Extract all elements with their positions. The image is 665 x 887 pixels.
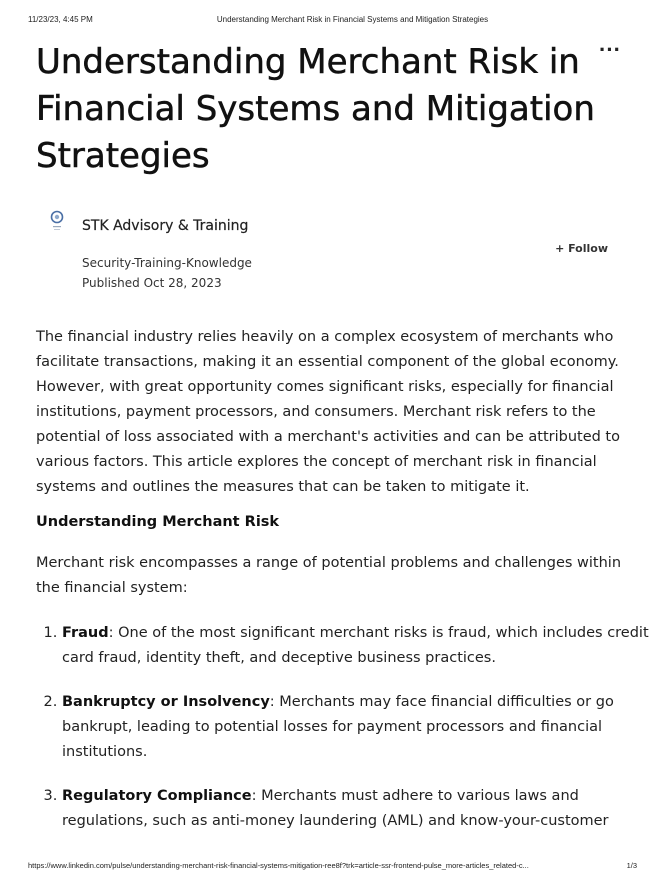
section-intro-paragraph: Merchant risk encompasses a range of potential problems and challenges within the financial system: — [36, 555, 622, 596]
section-heading: Understanding Merchant Risk — [36, 514, 280, 530]
list-item — [62, 784, 662, 834]
page-number: 1/3 — [626, 861, 637, 870]
print-header — [28, 15, 637, 27]
risk-term: Fraud — [62, 625, 109, 641]
risk-description: : One of the most significant merchant risks is fraud, which includes credit card fraud, identity theft, and deceptive business practices. — [62, 625, 649, 666]
company-logo-icon — [47, 209, 67, 235]
follow-button[interactable]: + Follow — [555, 242, 608, 255]
author-tagline: Security-Training-Knowledge — [82, 256, 252, 270]
risk-description: : Merchants must adhere to various laws and regulations, such as anti-money laundering (AML) and know-your-customer — [62, 788, 609, 829]
published-date: Published Oct 28, 2023 — [82, 276, 222, 290]
page-url: https://www.linkedin.com/pulse/understanding-merchant-risk-financial-systems-mitigation-ree8f?trk=article-ssr-frontend-pulse_more-articles_related-c... — [28, 861, 529, 870]
risk-list — [36, 621, 662, 853]
risk-description: : Merchants may face financial difficulties or go bankrupt, leading to potential losses for payment processors and financial institutions. — [62, 694, 614, 760]
article-title: Understanding Merchant Risk in Financial Systems and Mitigation Strategies — [36, 42, 595, 176]
print-page-title: Understanding Merchant Risk in Financial Systems and Mitigation Strategies — [216, 15, 489, 24]
more-horizontal-icon[interactable]: ··· — [599, 37, 621, 62]
risk-term: Bankruptcy or Insolvency — [62, 694, 270, 710]
list-item — [62, 690, 662, 765]
risk-term: Regulatory Compliance — [62, 788, 252, 804]
list-item — [62, 621, 662, 671]
author-name[interactable]: STK Advisory & Training — [82, 218, 249, 234]
print-footer — [28, 861, 637, 873]
print-datetime: 11/23/23, 4:45 PM — [28, 15, 93, 24]
article-intro-paragraph: The financial industry relies heavily on a complex ecosystem of merchants who facilitate transactions, making it an essential component of the global economy. However, with great opportunity comes significant risks, especially for financial institutions, payment processors, and consumers. Merchant risk refers to the potential of loss associated with a merchant's activities and can be attributed to various factors. This article explores the concept of merchant risk in financial systems and outlines the measures that can be taken to mitigate it. — [36, 329, 620, 495]
